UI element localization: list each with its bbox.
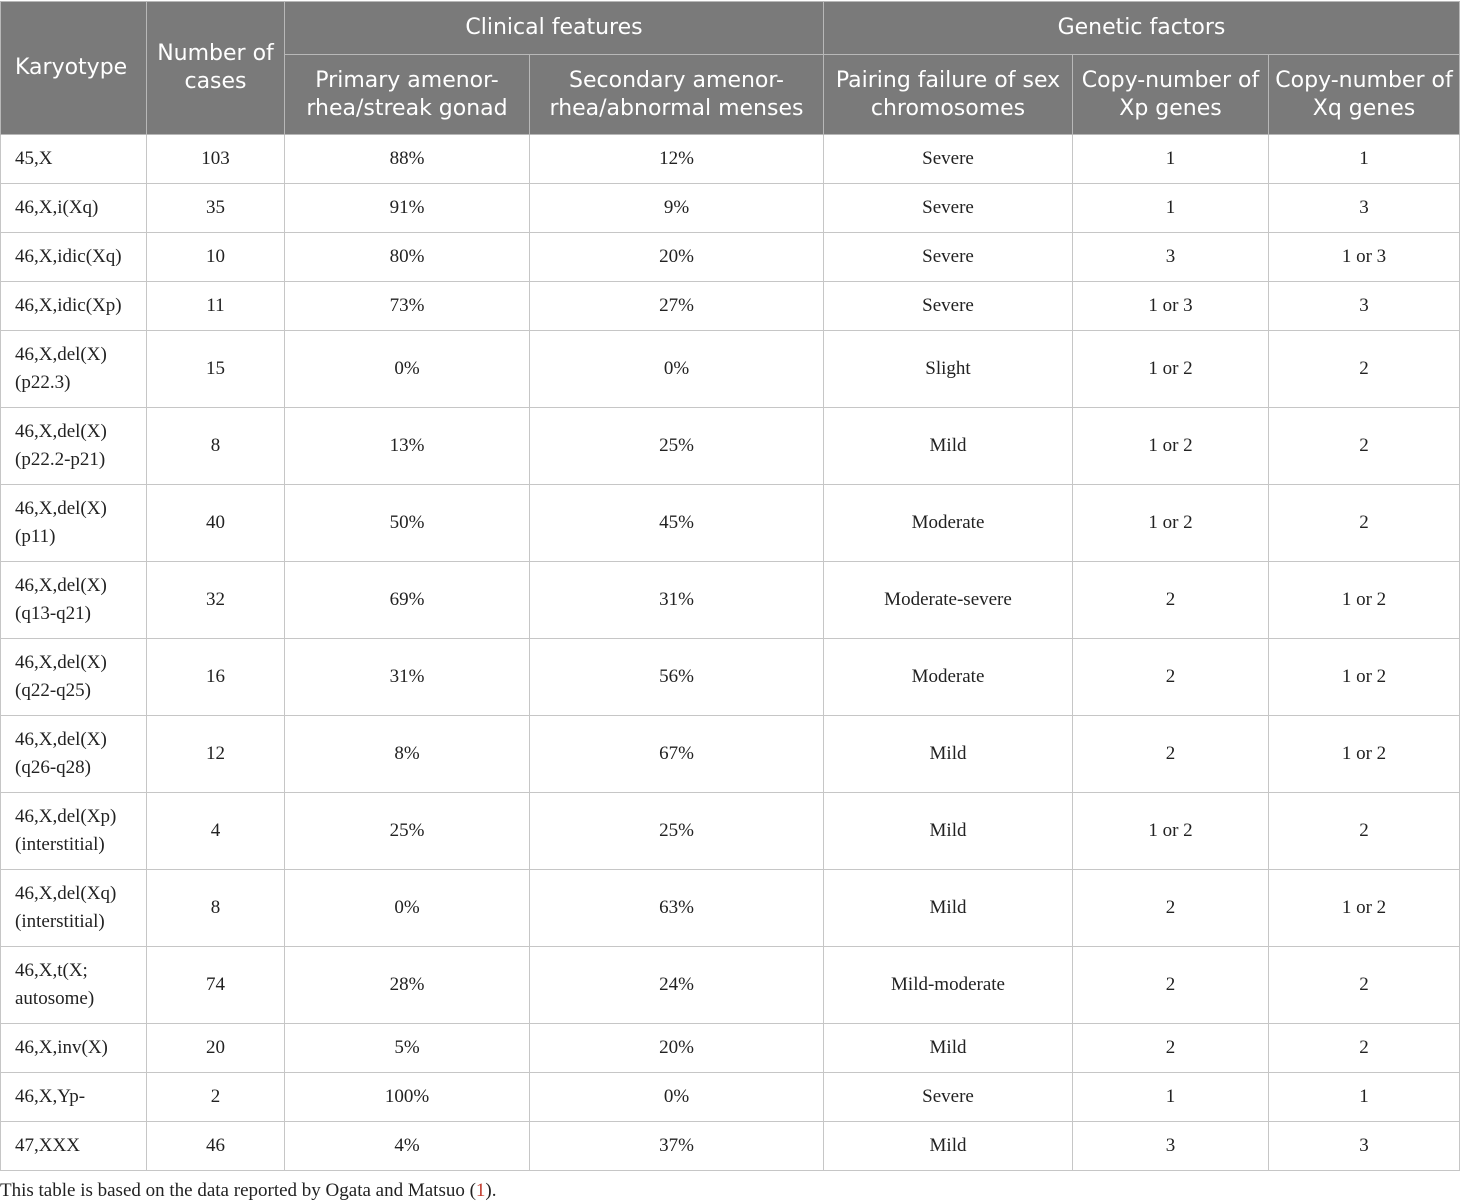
primary-cell: 28% xyxy=(285,947,530,1024)
xq-cell: 2 xyxy=(1269,947,1460,1024)
xq-cell: 3 xyxy=(1269,184,1460,233)
cases-cell: 8 xyxy=(147,408,285,485)
primary-cell: 5% xyxy=(285,1024,530,1073)
header-genetic-factors: Genetic factors xyxy=(824,2,1460,55)
xq-cell: 1 or 2 xyxy=(1269,639,1460,716)
pairing-cell: Severe xyxy=(824,135,1073,184)
footnote-text-end: ). xyxy=(485,1180,497,1201)
primary-cell: 88% xyxy=(285,135,530,184)
pairing-cell: Severe xyxy=(824,282,1073,331)
cases-cell: 35 xyxy=(147,184,285,233)
secondary-cell: 67% xyxy=(530,716,824,793)
pairing-cell: Mild xyxy=(824,1024,1073,1073)
cases-cell: 32 xyxy=(147,562,285,639)
table-row xyxy=(1,331,1460,408)
secondary-cell: 27% xyxy=(530,282,824,331)
xp-cell: 2 xyxy=(1073,562,1269,639)
xp-cell: 1 or 2 xyxy=(1073,485,1269,562)
primary-cell: 100% xyxy=(285,1073,530,1122)
table-row xyxy=(1,947,1460,1024)
cases-cell: 40 xyxy=(147,485,285,562)
karyotype-cell: 46,X,del(X) (p22.3) xyxy=(1,331,147,408)
karyotype-cell: 46,X,del(X) (p11) xyxy=(1,485,147,562)
table-row xyxy=(1,408,1460,485)
secondary-cell: 25% xyxy=(530,793,824,870)
xq-cell: 2 xyxy=(1269,485,1460,562)
cases-cell: 20 xyxy=(147,1024,285,1073)
xq-cell: 1 or 2 xyxy=(1269,870,1460,947)
secondary-cell: 24% xyxy=(530,947,824,1024)
header-pairing-failure: Pairing failure of sex chromosomes xyxy=(824,55,1073,135)
table-body xyxy=(1,135,1460,1171)
cases-cell: 15 xyxy=(147,331,285,408)
pairing-cell: Mild xyxy=(824,408,1073,485)
xq-cell: 2 xyxy=(1269,331,1460,408)
karyotype-cell: 46,X,idic(Xp) xyxy=(1,282,147,331)
xq-cell: 2 xyxy=(1269,1024,1460,1073)
secondary-cell: 25% xyxy=(530,408,824,485)
karyotype-cell: 46,X,Yp- xyxy=(1,1073,147,1122)
primary-cell: 0% xyxy=(285,870,530,947)
cases-cell: 11 xyxy=(147,282,285,331)
secondary-cell: 31% xyxy=(530,562,824,639)
xq-cell: 2 xyxy=(1269,793,1460,870)
xp-cell: 1 or 2 xyxy=(1073,793,1269,870)
secondary-cell: 37% xyxy=(530,1122,824,1171)
pairing-cell: Mild-moderate xyxy=(824,947,1073,1024)
table-row xyxy=(1,1073,1460,1122)
primary-cell: 4% xyxy=(285,1122,530,1171)
cases-cell: 74 xyxy=(147,947,285,1024)
table-header xyxy=(1,2,1460,135)
primary-cell: 80% xyxy=(285,233,530,282)
cases-cell: 16 xyxy=(147,639,285,716)
table-row xyxy=(1,793,1460,870)
xp-cell: 2 xyxy=(1073,870,1269,947)
table-row xyxy=(1,184,1460,233)
table-footnote xyxy=(0,1180,1460,1202)
xq-cell: 1 xyxy=(1269,1073,1460,1122)
cases-cell: 8 xyxy=(147,870,285,947)
secondary-cell: 20% xyxy=(530,233,824,282)
primary-cell: 31% xyxy=(285,639,530,716)
header-xq-copy-number: Copy-number of Xq genes xyxy=(1269,55,1460,135)
karyotype-cell: 46,X,i(Xq) xyxy=(1,184,147,233)
xp-cell: 1 or 2 xyxy=(1073,331,1269,408)
primary-cell: 13% xyxy=(285,408,530,485)
table-row xyxy=(1,1024,1460,1073)
header-primary-amenorrhea: Primary amenor-rhea/streak gonad xyxy=(285,55,530,135)
cases-cell: 10 xyxy=(147,233,285,282)
xp-cell: 2 xyxy=(1073,639,1269,716)
xp-cell: 1 xyxy=(1073,184,1269,233)
primary-cell: 73% xyxy=(285,282,530,331)
karyotype-cell: 46,X,del(X) (p22.2-p21) xyxy=(1,408,147,485)
xq-cell: 3 xyxy=(1269,1122,1460,1171)
karyotype-cell: 46,X,del(X) (q26-q28) xyxy=(1,716,147,793)
secondary-cell: 0% xyxy=(530,331,824,408)
primary-cell: 91% xyxy=(285,184,530,233)
secondary-cell: 12% xyxy=(530,135,824,184)
primary-cell: 25% xyxy=(285,793,530,870)
karyotype-cell: 46,X,inv(X) xyxy=(1,1024,147,1073)
header-number-of-cases: Number of cases xyxy=(147,2,285,135)
cases-cell: 103 xyxy=(147,135,285,184)
table-row xyxy=(1,639,1460,716)
pairing-cell: Severe xyxy=(824,1073,1073,1122)
header-karyotype: Karyotype xyxy=(1,2,147,135)
xp-cell: 1 or 3 xyxy=(1073,282,1269,331)
table-row xyxy=(1,870,1460,947)
secondary-cell: 63% xyxy=(530,870,824,947)
table-row xyxy=(1,233,1460,282)
pairing-cell: Severe xyxy=(824,184,1073,233)
footnote-reference-link[interactable]: 1 xyxy=(475,1180,486,1201)
table-row xyxy=(1,1122,1460,1171)
primary-cell: 8% xyxy=(285,716,530,793)
cases-cell: 2 xyxy=(147,1073,285,1122)
karyotype-cell: 46,X,del(X) (q22-q25) xyxy=(1,639,147,716)
xp-cell: 3 xyxy=(1073,233,1269,282)
pairing-cell: Severe xyxy=(824,233,1073,282)
pairing-cell: Mild xyxy=(824,870,1073,947)
xq-cell: 1 or 2 xyxy=(1269,716,1460,793)
pairing-cell: Mild xyxy=(824,1122,1073,1171)
header-secondary-amenorrhea: Secondary amenor-rhea/abnormal menses xyxy=(530,55,824,135)
xp-cell: 1 or 2 xyxy=(1073,408,1269,485)
xp-cell: 1 xyxy=(1073,1073,1269,1122)
table-row xyxy=(1,716,1460,793)
secondary-cell: 56% xyxy=(530,639,824,716)
pairing-cell: Slight xyxy=(824,331,1073,408)
header-xp-copy-number: Copy-number of Xp genes xyxy=(1073,55,1269,135)
footnote-text: This table is based on the data reported by Ogata and Matsuo ( xyxy=(0,1180,476,1201)
secondary-cell: 45% xyxy=(530,485,824,562)
pairing-cell: Mild xyxy=(824,716,1073,793)
table-row xyxy=(1,135,1460,184)
xp-cell: 1 xyxy=(1073,135,1269,184)
karyotype-cell: 47,XXX xyxy=(1,1122,147,1171)
karyotype-cell: 45,X xyxy=(1,135,147,184)
karyotype-cell: 46,X,del(Xq) (interstitial) xyxy=(1,870,147,947)
xq-cell: 3 xyxy=(1269,282,1460,331)
pairing-cell: Moderate-severe xyxy=(824,562,1073,639)
secondary-cell: 20% xyxy=(530,1024,824,1073)
xp-cell: 3 xyxy=(1073,1122,1269,1171)
xp-cell: 2 xyxy=(1073,716,1269,793)
secondary-cell: 9% xyxy=(530,184,824,233)
pairing-cell: Mild xyxy=(824,793,1073,870)
cases-cell: 12 xyxy=(147,716,285,793)
table-row xyxy=(1,485,1460,562)
karyotype-cell: 46,X,t(X; autosome) xyxy=(1,947,147,1024)
table-row xyxy=(1,282,1460,331)
karyotype-cell: 46,X,del(Xp) (interstitial) xyxy=(1,793,147,870)
table-row xyxy=(1,562,1460,639)
data-table xyxy=(0,1,1460,1171)
header-clinical-features: Clinical features xyxy=(285,2,824,55)
xq-cell: 1 or 2 xyxy=(1269,562,1460,639)
cases-cell: 46 xyxy=(147,1122,285,1171)
xq-cell: 1 xyxy=(1269,135,1460,184)
karyotype-cell: 46,X,del(X) (q13-q21) xyxy=(1,562,147,639)
pairing-cell: Moderate xyxy=(824,639,1073,716)
cases-cell: 4 xyxy=(147,793,285,870)
secondary-cell: 0% xyxy=(530,1073,824,1122)
xq-cell: 1 or 3 xyxy=(1269,233,1460,282)
karyotype-cell: 46,X,idic(Xq) xyxy=(1,233,147,282)
primary-cell: 69% xyxy=(285,562,530,639)
pairing-cell: Moderate xyxy=(824,485,1073,562)
xp-cell: 2 xyxy=(1073,947,1269,1024)
xp-cell: 2 xyxy=(1073,1024,1269,1073)
xq-cell: 2 xyxy=(1269,408,1460,485)
primary-cell: 0% xyxy=(285,331,530,408)
primary-cell: 50% xyxy=(285,485,530,562)
